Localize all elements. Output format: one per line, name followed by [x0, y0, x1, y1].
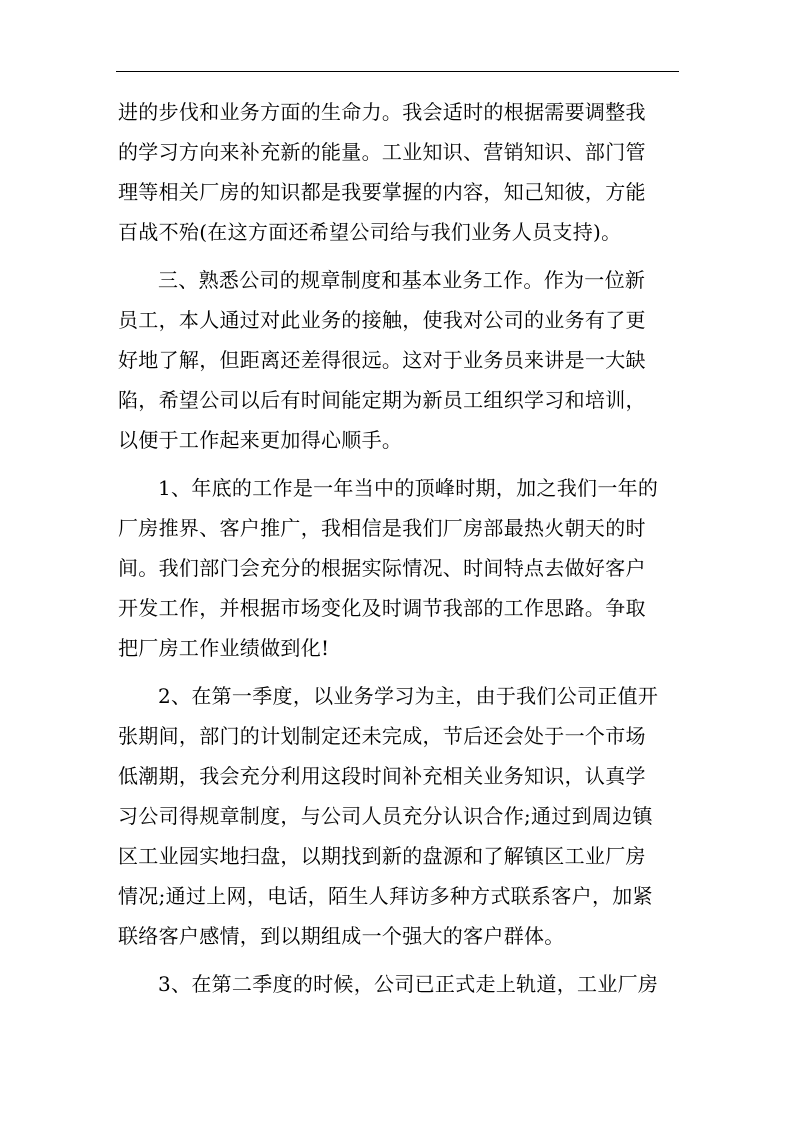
paragraph-4-line-3: 低潮期，我会充分利用这段时间补充相关业务知识，认真学 [118, 764, 646, 788]
paragraph-2-line-1: 三、熟悉公司的规章制度和基本业务工作。作为一位新 [158, 268, 646, 292]
paragraph-3-line-4: 开发工作，并根据市场变化及时调节我部的工作思路。争取 [118, 596, 646, 620]
paragraph-4-line-6: 情况;通过上网，电话，陌生人拜访多种方式联系客户，加紧 [118, 884, 653, 908]
paragraph-3-line-5: 把厂房工作业绩做到化! [118, 636, 330, 660]
paragraph-3-line-1: 1、年底的工作是一年当中的顶峰时期，加之我们一年的 [158, 476, 659, 500]
paragraph-2-line-5: 以便于工作起来更加得心顺手。 [118, 428, 403, 452]
paragraph-4-line-2: 张期间，部门的计划制定还未完成，节后还会处于一个市场 [118, 724, 646, 748]
paragraph-5-line-1: 3、在第二季度的时候，公司已正式走上轨道，工业厂房 [158, 972, 659, 996]
paragraph-1-line-1: 进的步伐和业务方面的生命力。我会适时的根据需要调整我 [118, 100, 646, 124]
paragraph-4-line-7: 联络客户感情，到以期组成一个强大的客户群体。 [118, 924, 565, 948]
paragraph-1-line-2: 的学习方向来补充新的能量。工业知识、营销知识、部门管 [118, 140, 646, 164]
paragraph-1-line-4: 百战不殆(在这方面还希望公司给与我们业务人员支持)。 [118, 220, 622, 244]
paragraph-4-line-4: 习公司得规章制度，与公司人员充分认识合作;通过到周边镇 [118, 804, 653, 828]
paragraph-3-line-3: 间。我们部门会充分的根据实际情况、时间特点去做好客户 [118, 556, 646, 580]
paragraph-4-line-5: 区工业园实地扫盘，以期找到新的盘源和了解镇区工业厂房 [118, 844, 646, 868]
paragraph-1-line-3: 理等相关厂房的知识都是我要掌握的内容，知己知彼，方能 [118, 180, 646, 204]
header-rule [116, 71, 679, 72]
paragraph-3-line-2: 厂房推界、客户推广，我相信是我们厂房部最热火朝天的时 [118, 516, 646, 540]
paragraph-2-line-4: 陷，希望公司以后有时间能定期为新员工组织学习和培训， [118, 388, 646, 412]
paragraph-2-line-2: 员工，本人通过对此业务的接触，使我对公司的业务有了更 [118, 308, 646, 332]
paragraph-2-line-3: 好地了解，但距离还差得很远。这对于业务员来讲是一大缺 [118, 348, 646, 372]
paragraph-4-line-1: 2、在第一季度，以业务学习为主，由于我们公司正值开 [158, 684, 659, 708]
document-body [118, 92, 682, 1004]
